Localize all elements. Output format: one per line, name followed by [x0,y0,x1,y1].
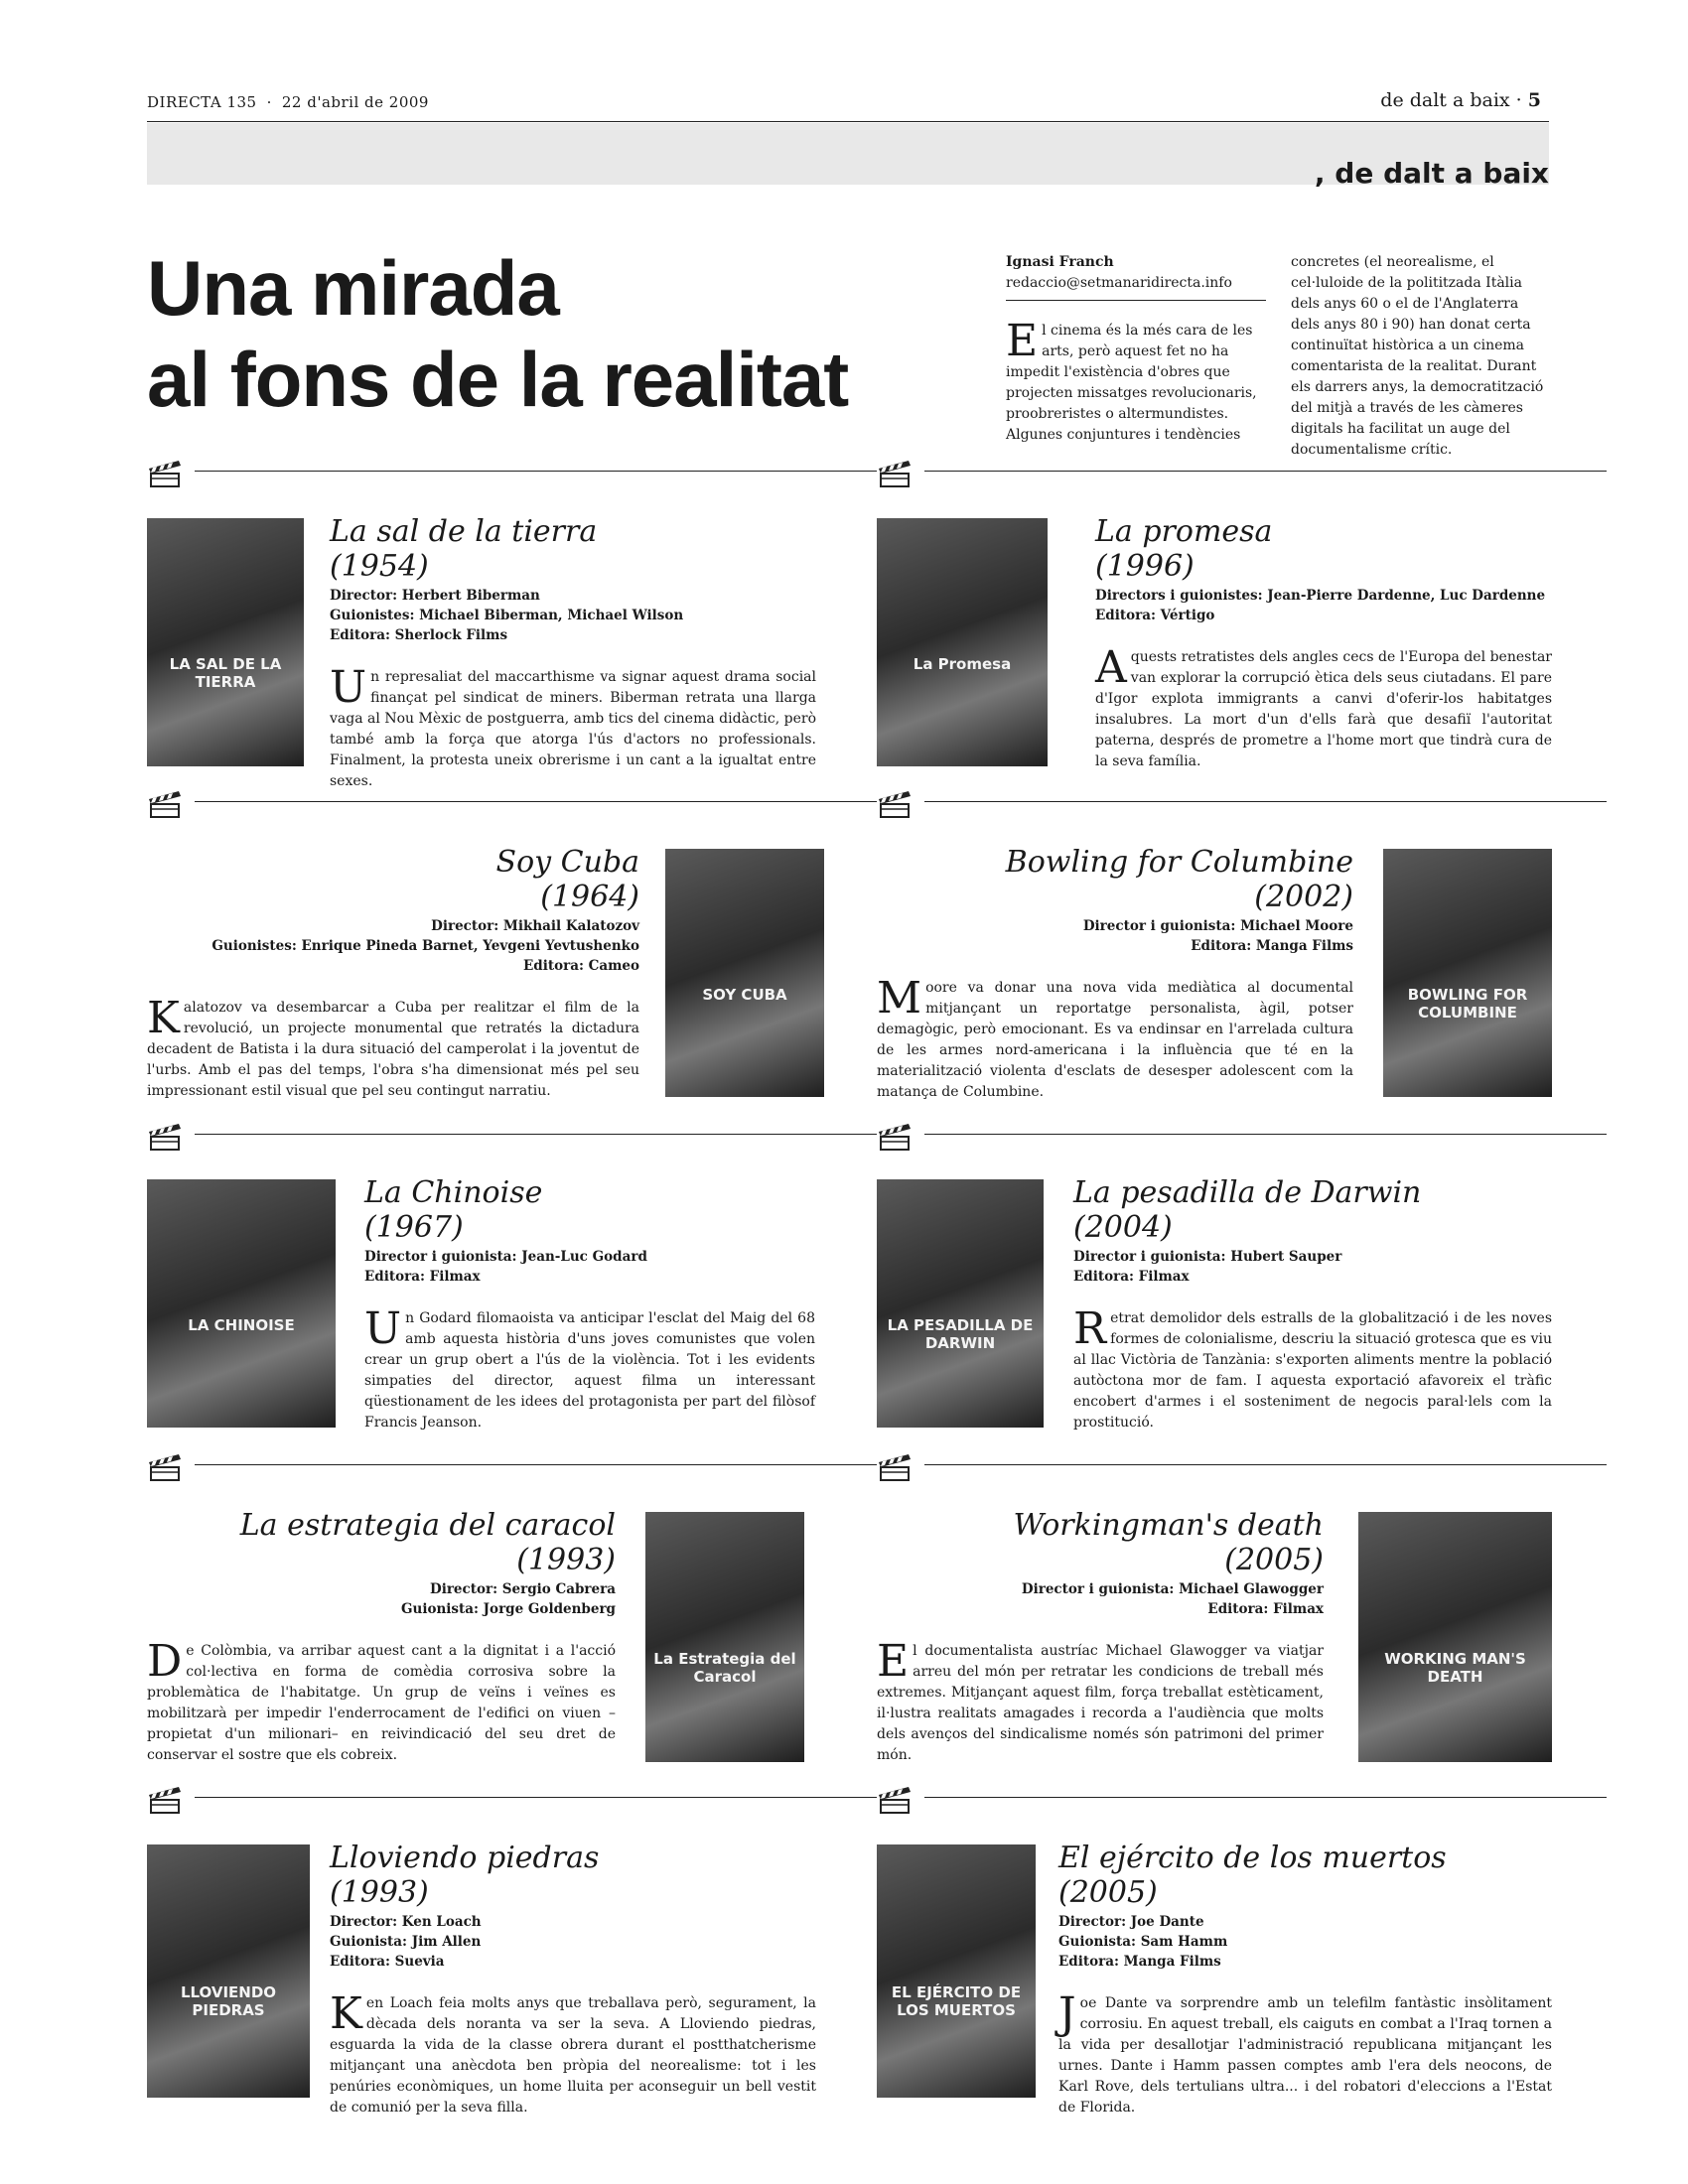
review-text: etrat demolidor dels estralls de la globalització i de les noves formes de colonialisme, descriu la situació grotesca que es viu al llac Victòria de Tanzània: s'exporten aliments mentre la població autòctona mor de fam. I aquesta exportació afavoreix el tràfic encobert d'armes i el sosteniment de negocis paral·lels com la prostitució. [1073,1310,1552,1431]
drop-cap: D [147,1636,183,1687]
clapperboard-icon [877,1452,913,1482]
clapperboard-icon [147,1785,183,1815]
credit-line: Editora: Filmax [364,1269,481,1285]
page-section: de dalt a baix · 5 [1380,89,1541,111]
film-credits [877,1579,1324,1619]
film-poster [665,849,824,1097]
film-poster [147,1844,310,2098]
divider-rule [924,1464,1607,1465]
film-credits [147,916,639,976]
drop-cap: U [364,1303,402,1354]
credit-line: Editora: Cameo [522,958,639,974]
title-line-1: Una mirada [147,244,559,332]
film-divider [877,459,1607,498]
film-divider [877,1785,1607,1825]
divider-rule [195,1134,877,1135]
poster-title: LLOVIENDO PIEDRAS [180,1983,277,2019]
credit-line: Director: Ken Loach [330,1914,482,1930]
film-poster [877,518,1048,766]
credit-line: Editora: Vértigo [1095,608,1215,623]
film-review [147,1636,616,1766]
film-name: La sal de la tierra [330,514,598,549]
clapperboard-icon [147,459,183,488]
film-name: Soy Cuba [495,845,639,880]
film-divider [877,789,1607,829]
clapperboard-icon [877,1122,913,1152]
author-name: Ignasi Franch [1006,254,1114,270]
review-text: alatozov va desembarcar a Cuba per realitzar el film de la revolució, un projecte monumental que retratés la dictadura decadent de Batista i la dura situació del camperolat i la joventut de l'urbs. Amb el pas del temps, l'obra s'ha dimensionat més pel seu impressionant estil visual que pel seu contingut narratiu. [147,1000,639,1099]
issue-date: 22 d'abril de 2009 [281,93,429,111]
review-text: quests retratistes dels angles cecs de l'Europa del benestar van explorar la corrupció ètica dels seus ciutadans. El pare d'Igor explota immigrants a canvi d'oferir-los habitatges insalubres. La mort d'un d'ells farà que desafiï l'autoritat paterna, després de prometre a l'home mort que tindrà cura de la seva família. [1095,649,1552,769]
credit-line: Director: Sergio Cabrera [429,1581,616,1597]
drop-cap: K [330,1988,362,2039]
poster-title: LA PESADILLA DE DARWIN [887,1316,1034,1352]
issue-number: DIRECTA 135 [147,93,257,111]
drop-cap: U [330,662,367,713]
film-poster [645,1512,804,1762]
credit-line: Editora: Manga Films [1191,938,1353,954]
film-year: (2002) [1254,880,1353,914]
credit-line: Director i guionista: Michael Glawogger [1021,1581,1324,1597]
film-poster [877,1844,1036,2098]
film-name: Lloviendo piedras [330,1841,600,1875]
intro-text-1: l cinema és la més cara de les arts, però aquest fet no ha impedit l'existència d'obres que projecten missatges revolucionaris, proobreristes o altermundistes. Algunes conjuntures i tendències [1006,323,1257,443]
film-review [330,1988,816,2118]
credit-line: Guionista: Jim Allen [330,1934,482,1950]
credit-line: Editora: Suevia [330,1954,445,1970]
film-review [364,1303,815,1433]
credit-line: Director i guionista: Hubert Sauper [1073,1249,1342,1265]
film-divider [147,459,877,498]
clapperboard-icon [877,1785,913,1815]
credit-line: Editora: Sherlock Films [330,627,508,643]
drop-cap: M [877,973,922,1024]
credit-line: Guionista: Jorge Goldenberg [400,1601,616,1617]
drop-cap: J [1058,1988,1076,2039]
film-name: La pesadilla de Darwin [1073,1175,1422,1210]
film-year: (1996) [1095,549,1195,584]
review-text: n represaliat del maccarthisme va signar aquest drama social finançat pel sindicat de miners. Biberman retrata una llarga vaga al Nou Mèxic de postguerra, amb tics del cinema didàctic, però també amb la força que atorga l'ús d'actors no professionals. Finalment, la protesta uneix obrerisme i un cant a la igualtat entre sexes. [330,669,816,789]
review-text: l documentalista austríac Michael Glawogger va viatjar arreu del món per retratar les condicions de treball més extremes. Mitjançant aquest film, força treballat estèticament, il·lustra realitats amagades i recorda a l'audiència que molts dels avenços del sindicalisme només són patrimoni del primer món. [877,1643,1324,1763]
film-divider [147,789,877,829]
poster-title: LA CHINOISE [188,1316,295,1334]
film-divider [147,1785,877,1825]
film-divider [147,1122,877,1161]
film-name: La promesa [1095,514,1273,549]
poster-title: BOWLING FOR COLUMBINE [1407,986,1528,1022]
film-credits [330,1912,816,1972]
film-year: (2004) [1073,1210,1173,1245]
clapperboard-icon [147,789,183,819]
separator-dot: · [266,93,272,111]
film-divider [877,1452,1607,1492]
review-text: oe Dante va sorprendre amb un telefilm fantàstic insòlitament corrosiu. En aquest treball, els caiguts en combat a l'Iraq tornen a la vida per desallotjar l'administració republicana mitjançant les urnes. Dante i Hamm passen comptes amb l'era dels neocons, de Karl Rove, dels tertulians ultra... i del robatori d'eleccions a l'Estat de Florida. [1058,1995,1552,2116]
poster-title: LA SAL DE LA TIERRA [169,655,282,691]
film-name: Workingman's death [1013,1508,1324,1543]
film-year: (2005) [1224,1543,1324,1577]
section-name: de dalt a baix [1380,89,1510,111]
film-credits [1095,586,1552,625]
film-credits [1073,1247,1552,1287]
section-label: , de dalt a baix [1314,157,1549,190]
film-year: (2005) [1058,1875,1158,1910]
page-title [147,242,848,425]
byline-rule [1006,300,1266,301]
credit-line: Editora: Filmax [1207,1601,1324,1617]
poster-title: WORKING MAN'S DEATH [1384,1650,1526,1686]
review-text: oore va donar una nova vida mediàtica al documental mitjançant un reportatge personalista, àgil, potser demagògic, però emocionant. Es va endinsar en l'arrelada cultura de les armes nord-americana i la influència que té en la materialització violenta d'esclats de desesper adolescent com la matança de Columbine. [877,980,1353,1100]
title-line-2: al fons de la realitat [147,336,849,423]
poster-title: La Estrategia del Caracol [653,1650,796,1686]
poster-title: SOY CUBA [702,986,787,1004]
film-title [147,1508,616,1577]
film-title [330,1841,816,1910]
page-number: 5 [1527,89,1541,111]
clapperboard-icon [877,789,913,819]
drop-cap: A [1095,642,1127,693]
header-rule [147,121,1549,122]
film-year: (1954) [330,549,429,584]
film-divider [877,1122,1607,1161]
film-review [147,993,639,1102]
review-text: e Colòmbia, va arribar aquest cant a la dignitat i a l'acció col·lectiva en forma de comèdia corrosiva sobre la problemàtica de l'habitatge. Un grup de veïns i veïnes es mobilitzarà per impedir l'enderrocament de l'edifici on viuen –propietat d'un milionari– en reivindicació del seu dret de conservar el sostre que els cobreix. [147,1643,616,1763]
film-review [330,662,816,792]
film-review [877,1636,1324,1766]
film-review [1058,1988,1552,2118]
film-review [1073,1303,1552,1433]
review-text: n Godard filomaoista va anticipar l'esclat del Maig del 68 amb aquesta història d'uns joves comunistes que volen crear un grup obert a l'ús de la violència. Tot i les evidents simpaties del director, aquest filma un interessant qüestionament de les idees del protagonista per part del filòsof Francis Jeanson. [364,1310,815,1431]
divider-rule [195,801,877,802]
film-title [364,1175,815,1245]
film-credits [147,1579,616,1619]
film-title [1073,1175,1552,1245]
divider-rule [195,471,877,472]
credit-line: Editora: Manga Films [1058,1954,1221,1970]
clapperboard-icon [147,1452,183,1482]
drop-cap: E [877,1636,910,1687]
film-title [1058,1841,1552,1910]
divider-rule [924,471,1607,472]
film-poster [147,1179,336,1428]
film-review [1095,642,1552,772]
poster-title: La Promesa [913,655,1012,673]
credit-line: Editora: Filmax [1073,1269,1190,1285]
credit-line: Guionistes: Enrique Pineda Barnet, Yevgeni Yevtushenko [211,938,639,954]
credit-line: Directors i guionistes: Jean-Pierre Dardenne, Luc Dardenne [1095,588,1546,604]
film-title [877,1508,1324,1577]
author-email: redaccio@setmanaridirecta.info [1006,275,1232,291]
film-title [147,845,639,914]
film-poster [1358,1512,1552,1762]
film-title [330,514,816,584]
film-year: (1993) [330,1875,429,1910]
film-name: La Chinoise [364,1175,543,1210]
divider-rule [924,1797,1607,1798]
credit-line: Director: Joe Dante [1058,1914,1204,1930]
intro-column-2: concretes (el neorealisme, el cel·luloide de la polititzada Itàlia dels anys 60 o el de l'Anglaterra dels anys 80 i 90) han donat certa continuïtat històrica a un cinema comentarista de la realitat. Durant els darrers anys, la democratització del mitjà a través de les càmeres digitals ha facilitat un auge del documentalisme crític. [1291,254,1544,458]
film-year: (1993) [516,1543,616,1577]
film-poster [1383,849,1552,1097]
film-title [877,845,1353,914]
credit-line: Director: Herbert Biberman [330,588,540,604]
credit-line: Director i guionista: Jean-Luc Godard [364,1249,647,1265]
credit-line: Guionistes: Michael Biberman, Michael Wilson [330,608,684,623]
credit-line: Director: Mikhail Kalatozov [431,918,639,934]
divider-rule [924,1134,1607,1135]
film-credits [877,916,1353,956]
film-year: (1964) [540,880,639,914]
film-poster [147,518,304,766]
credit-line: Director i guionista: Michael Moore [1082,918,1353,934]
byline [1006,252,1266,301]
film-name: Bowling for Columbine [1005,845,1353,880]
film-credits [364,1247,815,1287]
drop-cap: K [147,993,180,1043]
divider-rule [195,1464,877,1465]
credit-line: Guionista: Sam Hamm [1058,1934,1228,1950]
drop-cap: E [1006,316,1039,366]
drop-cap: R [1073,1303,1107,1354]
film-year: (1967) [364,1210,464,1245]
film-divider [147,1452,877,1492]
film-title [1095,514,1552,584]
intro-column-1 [1006,316,1266,446]
film-review [877,973,1353,1103]
film-name: La estrategia del caracol [239,1508,616,1543]
film-credits [330,586,816,645]
film-name: El ejército de los muertos [1058,1841,1447,1875]
film-credits [1058,1912,1552,1972]
clapperboard-icon [147,1122,183,1152]
review-text: en Loach feia molts anys que treballava però, segurament, la dècada dels noranta va ser la seva. A Lloviendo piedras, esguarda la vida de la classe obrera durant el postthatcherisme mitjançant una anècdota ben pròpia del neorealisme: tot i les penúries econòmiques, un home lluita per aconseguir un bell vestit de comunió per la seva filla. [330,1995,816,2116]
film-poster [877,1179,1044,1428]
poster-title: EL EJÉRCITO DE LOS MUERTOS [891,1983,1022,2019]
divider-rule [924,801,1607,802]
divider-rule [195,1797,877,1798]
clapperboard-icon [877,459,913,488]
issue-info [147,93,429,111]
